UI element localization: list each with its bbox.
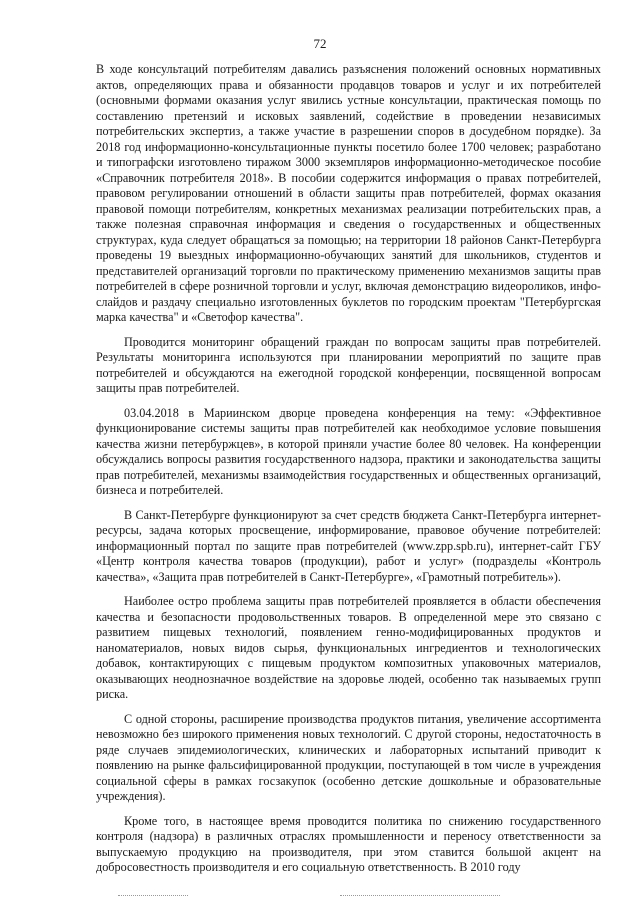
scan-artifact-line [118,895,188,897]
paragraph-internet-resources: В Санкт-Петербурге функционируют за счет средств бюджета Санкт-Петербурга интернет-ресурсы, задача которых просвещение, информирование, правовое обучение потребителей: информационный портал по защите прав потребителей (www.zpp.spb.ru), интернет-сайт ГБУ «Центр контроля качества товаров (продукции), работ и услуг» (подразделы «Контроль качества», «Защита прав потребителей в Санкт-Петербурге», «Грамотный потребитель»). [96,507,601,584]
paragraph-conference: 03.04.2018 в Мариинском дворце проведена конференция на тему: «Эффективное функционирование системы защиты прав потребителей как необходимое условие повышения качества жизни петербуржцев», в которой приняли участие более 80 человек. На конференции обсуждались вопросы развития государственного надзора, практики и законодательства защиты прав потребителей, механизмы взаимодействия государственных и общественных организаций, бизнеса и потребителей. [96,405,601,497]
page-number: 72 [313,36,327,51]
paragraph-food-safety: Наиболее остро проблема защиты прав потребителей проявляется в области обеспечения качества и безопасности продовольственных товаров. В определенной мере это связано с развитием пищевых технологий, появлением генно-модифицированных продуктов и наноматериалов, новых видов сырья, функциональных ингредиентов и технологических добавок, контактирующих с пищевым продуктом композитных упаковочных материалов, оказывающих неоднозначное воздействие на здоровье людей, особенно так называемых групп риска. [96,594,601,701]
document-body [96,62,601,876]
paragraph-monitoring: Проводится мониторинг обращений граждан по вопросам защиты прав потребителей. Результаты мониторинга используются при планировании мероприятий по защите прав потребителей и обсуждаются на ежегодной городской конференции, посвященной вопросам защиты прав потребителей. [96,334,601,395]
paragraph-state-control: Кроме того, в настоящее время проводится политика по снижению государственного контроля (надзора) в различных отраслях промышленности и переносу ответственности за выпускаемую продукцию на производителя, при этом ставится большой акцент на добросовестность производителя и его социальную ответственность. В 2010 году [96,813,601,874]
paragraph-consultations: В ходе консультаций потребителям давались разъяснения положений основных нормативных актов, определяющих права и обязанности продавцов товаров и услуг и их потребителей (основными формами оказания услуг явились устные консультации, практическая помощь по составлению претензий и исковых заявлений, содействие в проведении независимых потребительских экспертиз, а также участие в разрешении споров в досудебном порядке). За 2018 год информационно-консультационные пункты посетило более 1700 человек; разработано и типографски изготовлено тиражом 3000 экземпляров информационно-методическое пособие «Справочник потребителя 2018». В пособии содержится информация о правах потребителей, правовом регулировании отношений в области защиты прав потребителей, формах оказания правовой помощи потребителям, конкретных механизмах реализации потребительских прав, а также полезная справочная информация и сведения о государственных и общественных структурах, куда следует обращаться за помощью; на территории 18 районов Санкт-Петербурга проведены 19 выездных информационно-обучающих занятий для школьников, студентов и представителей организаций торговли по практическому применению механизмов защиты прав потребителей в сфере розничной торговли и услуг, включая демонстрацию видеороликов, инфо-слайдов и раздачу специально изготовленных буклетов по городским проектам "Петербургская марка качества" и «Светофор качества". [96,62,601,324]
paragraph-production: С одной стороны, расширение производства продуктов питания, увеличение ассортимента невозможно без широкого применения новых технологий. С другой стороны, недостаточность в ряде случаев эпидемиологических, клинических и лабораторных испытаний приводит к появлению на рынке фальсифицированной продукции, поступающей в том числе в учреждения социальной сферы в рамках госзакупок (особенно детские дошкольные и образовательные учреждения). [96,711,601,803]
scan-artifact-line [340,895,500,897]
